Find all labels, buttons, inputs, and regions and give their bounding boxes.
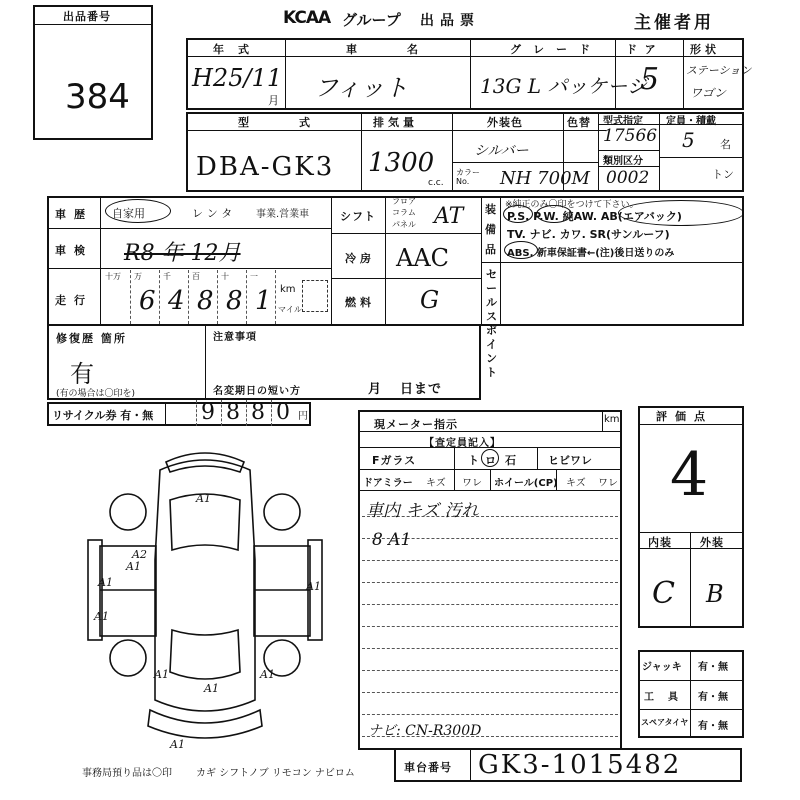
doors-label: ドア bbox=[626, 43, 664, 56]
recycle-unit: 円 bbox=[298, 411, 308, 422]
spare-yes-no[interactable]: 有・無 bbox=[698, 721, 728, 732]
org-logo: KCAA bbox=[283, 8, 331, 28]
to-label: ト bbox=[468, 454, 480, 467]
memo-line bbox=[362, 604, 618, 605]
exterior-value: B bbox=[706, 580, 724, 608]
color-no-label: カラーNo. bbox=[456, 168, 480, 186]
name-value: フィット bbox=[314, 74, 409, 102]
fuel-value: G bbox=[420, 286, 440, 314]
mileage-unit-label: 一 bbox=[250, 272, 258, 281]
damage-mark: A2 bbox=[132, 548, 147, 561]
ps-circle bbox=[503, 205, 533, 223]
equipment-label: 装備品 bbox=[485, 203, 496, 256]
history-option-private[interactable]: 自家用 bbox=[112, 207, 145, 220]
car-damage-diagram bbox=[70, 440, 330, 760]
office-note: 事務局預り品は〇印 bbox=[82, 768, 172, 779]
color-change-label: 色替 bbox=[567, 116, 591, 129]
shift-value: AT bbox=[434, 204, 464, 229]
equipment-line-3[interactable]: ABS. 新車保証書←(注)後日送りのみ bbox=[507, 248, 675, 259]
ware2-label: ワレ bbox=[598, 478, 618, 489]
kizu2-label: キズ bbox=[566, 478, 586, 489]
memo-line bbox=[362, 714, 618, 715]
ab-circle bbox=[618, 200, 744, 226]
ro-label: ロ bbox=[485, 454, 497, 467]
ishi-label: 石 bbox=[505, 454, 517, 467]
class-value: 0002 bbox=[606, 168, 650, 188]
mileage-digit: 8 bbox=[197, 286, 214, 316]
displacement-label: 排気量 bbox=[373, 116, 418, 129]
recycle-digit: 9 bbox=[196, 400, 215, 426]
hibi-label: ヒビワレ bbox=[548, 454, 592, 467]
damage-mark: A1 bbox=[204, 682, 219, 695]
memo-line bbox=[362, 648, 618, 649]
ware1-label: ワレ bbox=[462, 478, 482, 489]
navi-note: ナビ: CN-R300D bbox=[368, 723, 482, 739]
mile-box bbox=[302, 280, 328, 312]
class-label: 類別区分 bbox=[603, 156, 643, 167]
damage-mark: A1 bbox=[94, 610, 109, 623]
history-label: 車歴 bbox=[55, 208, 93, 221]
history-option-business[interactable]: 事業.営業車 bbox=[256, 209, 310, 220]
name-change-label: 名変期日の短い方 bbox=[213, 386, 301, 397]
memo-line bbox=[362, 582, 618, 583]
type-spec-value: 17566 bbox=[603, 126, 658, 146]
color-label: 外装色 bbox=[487, 116, 523, 129]
mileage-digit: 4 bbox=[168, 286, 185, 316]
meter-km: km bbox=[604, 414, 620, 425]
shift-option-column[interactable]: コラム bbox=[392, 208, 416, 217]
mileage-unit-label: 万 bbox=[134, 272, 142, 281]
damage-mark: A1 bbox=[170, 738, 185, 751]
mileage-digit: 8 bbox=[226, 286, 243, 316]
shift-option-floor[interactable]: フロア bbox=[392, 197, 416, 206]
year-value: H25/11 bbox=[192, 64, 283, 92]
month-unit: 月 bbox=[268, 94, 279, 107]
year-label: 年式 bbox=[213, 43, 263, 56]
damage-mark: A1 bbox=[306, 580, 321, 593]
capacity-unit: 名 bbox=[720, 138, 731, 151]
day-label: 日まで bbox=[400, 382, 443, 397]
model-value: DBA-GK3 bbox=[196, 152, 335, 182]
ac-label: 冷房 bbox=[345, 252, 375, 265]
mirror-label: ドアミラー bbox=[363, 478, 413, 489]
damage-mark: A1 bbox=[126, 560, 141, 573]
f-glass-label: Fガラス bbox=[372, 454, 417, 467]
memo-line bbox=[362, 692, 618, 693]
exterior-label: 外装 bbox=[700, 536, 724, 549]
mileage-unit-label: 千 bbox=[163, 272, 171, 281]
capacity-value: 5 bbox=[682, 128, 695, 152]
load-unit: トン bbox=[712, 168, 734, 181]
pw-circle bbox=[536, 205, 572, 223]
repair-value: 有 bbox=[70, 360, 94, 388]
interior-label: 内装 bbox=[648, 536, 672, 549]
office-items: カギ シフトノブ リモコン ナビロム bbox=[196, 768, 355, 779]
caution-label: 注意事項 bbox=[213, 332, 257, 343]
color-no-value: NH 700M bbox=[500, 168, 590, 189]
memo-line-1: 車内 キズ 汚れ bbox=[366, 501, 479, 521]
spare-label: スペアタイヤ bbox=[641, 718, 689, 727]
grade-value: 13G L パッケージ bbox=[480, 74, 648, 98]
interior-value: C bbox=[652, 576, 675, 611]
model-label: 型式 bbox=[238, 116, 360, 129]
doors-value: 5 bbox=[640, 62, 660, 97]
sales-point-label: セールスポイント bbox=[486, 268, 497, 379]
history-option-circle bbox=[105, 199, 171, 223]
shape-value-1: ステーション bbox=[686, 64, 752, 77]
meter-label: 現メーター指示 bbox=[374, 418, 458, 431]
mileage-column bbox=[218, 270, 247, 324]
mileage-unit-label: 十万 bbox=[105, 272, 121, 281]
mileage-column bbox=[102, 270, 131, 324]
shift-label: シフト bbox=[340, 210, 376, 223]
recycle-label: リサイクル券 有・無 bbox=[52, 409, 154, 422]
damage-mark: A1 bbox=[154, 668, 169, 681]
sheet-title: 出品票 bbox=[420, 13, 480, 29]
damage-mark: A1 bbox=[98, 576, 113, 589]
jack-yes-no[interactable]: 有・無 bbox=[698, 662, 728, 673]
ro-circle bbox=[481, 449, 499, 467]
fuel-label: 燃料 bbox=[345, 296, 375, 309]
equipment-line-1[interactable]: P.S. P.W. 純AW. AB(エアバック) bbox=[507, 210, 682, 223]
mileage-digit: 6 bbox=[139, 286, 156, 316]
capacity-label: 定員・積載 bbox=[666, 116, 716, 127]
recycle-digit: 8 bbox=[221, 400, 240, 426]
mileage-column bbox=[189, 270, 218, 324]
color-value: シルバー bbox=[474, 143, 529, 159]
mileage-label: 走行 bbox=[55, 294, 93, 307]
equipment-note: ※純正のみ〇印をつけて下さい。 bbox=[505, 200, 639, 210]
memo-line-2: 8 A1 bbox=[372, 530, 412, 550]
shape-value-2: ワゴン bbox=[690, 86, 727, 100]
mileage-digit: 1 bbox=[255, 286, 272, 316]
mileage-unit-label: 十 bbox=[221, 272, 229, 281]
owner-label: 主催者用 bbox=[634, 13, 714, 33]
memo-line bbox=[362, 560, 618, 561]
tools-yes-no[interactable]: 有・無 bbox=[698, 692, 728, 703]
name-label: 車名 bbox=[346, 43, 468, 56]
lot-label: 出品番号 bbox=[63, 10, 111, 23]
kizu1-label: キズ bbox=[426, 478, 446, 489]
mileage-column bbox=[160, 270, 189, 324]
lot-number-box bbox=[33, 5, 153, 140]
history-option-rental[interactable]: レンタ bbox=[192, 207, 237, 220]
damage-mark: A1 bbox=[260, 668, 275, 681]
damage-mark: A1 bbox=[196, 492, 211, 505]
repair-label: 修復歴 箇所 bbox=[56, 332, 127, 345]
displacement-value: 1300 bbox=[368, 148, 435, 178]
equipment-line-2[interactable]: TV. ナビ. カワ. SR(サンルーフ) bbox=[507, 228, 670, 241]
jack-label: ジャッキ bbox=[642, 662, 682, 673]
mile-label: マイル bbox=[278, 305, 302, 314]
memo-line bbox=[362, 626, 618, 627]
shape-label: 形状 bbox=[690, 43, 720, 56]
score-value: 4 bbox=[670, 440, 709, 510]
tools-label: 工具 bbox=[644, 692, 692, 703]
km-label: km bbox=[280, 284, 296, 295]
recycle-digit: 8 bbox=[246, 400, 265, 426]
cc-unit: c.c. bbox=[428, 178, 444, 188]
mileage-column bbox=[247, 270, 276, 324]
score-label: 評価点 bbox=[656, 410, 713, 423]
month-label: 月 bbox=[368, 382, 383, 397]
inspection-value: R8 年 12月 bbox=[124, 241, 241, 266]
wheel-label: ホイール(CP) bbox=[494, 478, 558, 489]
ac-value: AAC bbox=[396, 244, 450, 272]
recycle-digit: 0 bbox=[271, 400, 290, 426]
repair-note: (有の場合は〇印を) bbox=[56, 389, 136, 399]
shift-option-panel[interactable]: パネル bbox=[392, 220, 416, 229]
grade-label: グレード bbox=[510, 43, 602, 56]
memo-line bbox=[362, 670, 618, 671]
lot-number: 384 bbox=[65, 77, 130, 117]
inspection-label: 車検 bbox=[55, 244, 93, 257]
chassis-label: 車台番号 bbox=[404, 761, 452, 774]
mileage-unit-label: 百 bbox=[192, 272, 200, 281]
chassis-value: GK3-1015482 bbox=[478, 750, 682, 780]
inspector-label: 【査定員記入】 bbox=[424, 438, 501, 449]
group-label: グループ bbox=[342, 11, 401, 29]
abs-circle bbox=[504, 241, 538, 259]
type-spec-label: 型式指定 bbox=[603, 116, 643, 127]
mileage-column bbox=[131, 270, 160, 324]
